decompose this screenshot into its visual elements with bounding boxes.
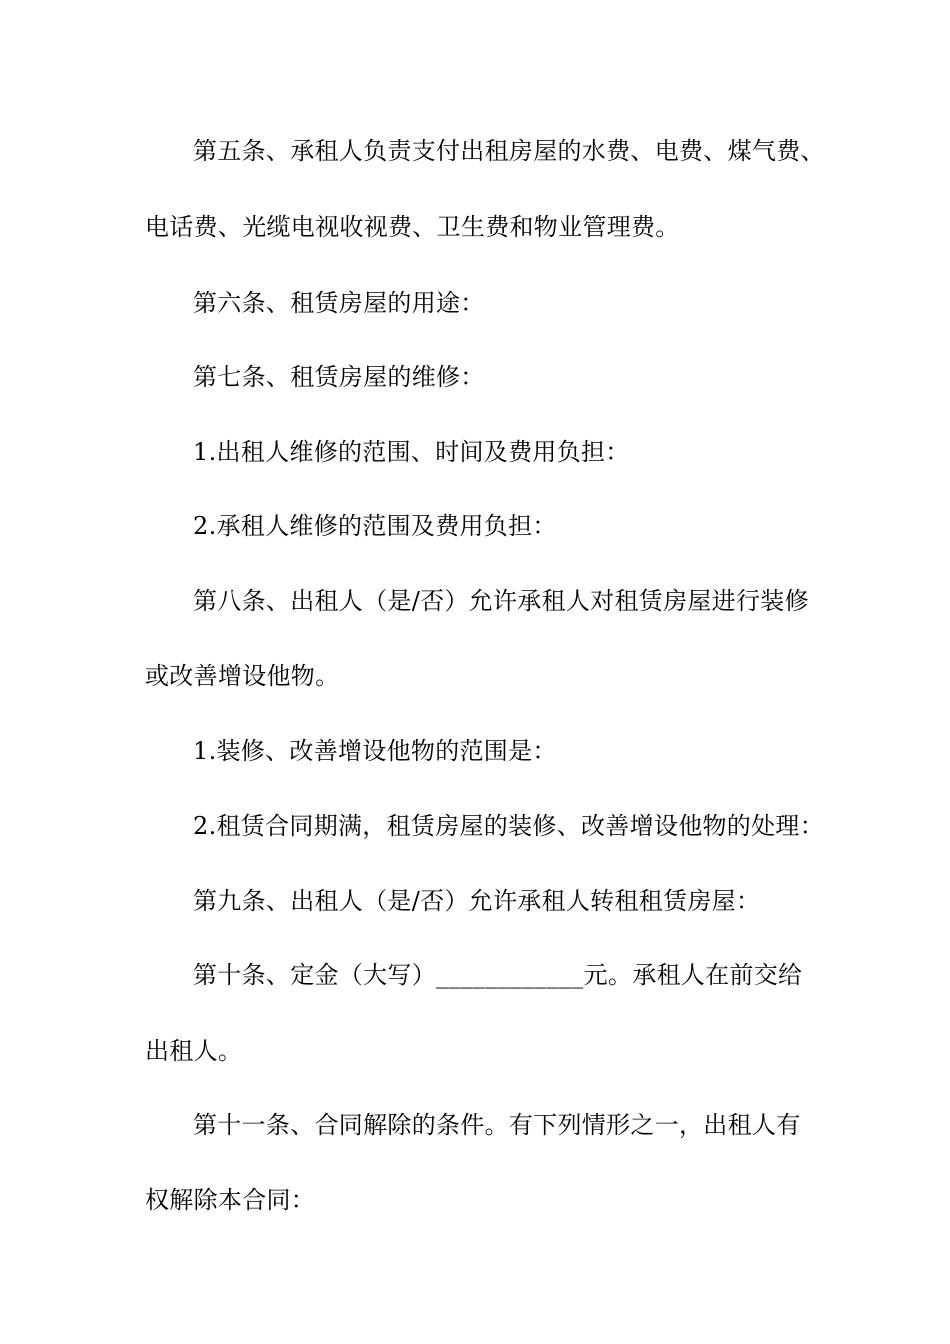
clause-7: 第七条、租赁房屋的维修： <box>193 363 485 391</box>
clause-7-item-1: 1.出租人维修的范围、时间及费用负担： <box>193 438 630 466</box>
clause-11-line-1: 第十一条、合同解除的条件。有下列情形之一，出租人有 <box>193 1111 801 1139</box>
clause-6: 第六条、租赁房屋的用途： <box>193 289 485 317</box>
clause-8-item-2: 2.租赁合同期满，租赁房屋的装修、改善增设他物的处理： <box>193 812 824 840</box>
clause-7-item-2: 2.承租人维修的范围及费用负担： <box>193 512 557 540</box>
clause-8-line-2: 或改善增设他物。 <box>145 662 340 690</box>
clause-8-item-1: 1.装修、改善增设他物的范围是： <box>193 737 557 765</box>
clause-11-line-2: 权解除本合同： <box>145 1186 316 1214</box>
clause-10-line-1: 第十条、定金（大写）____________元。承租人在前交给 <box>193 961 803 989</box>
clause-8-line-1: 第八条、出租人（是/否）允许承租人对租赁房屋进行装修 <box>193 587 809 615</box>
clause-5-line-2: 电话费、光缆电视收视费、卫生费和物业管理费。 <box>145 213 680 241</box>
clause-5-line-1: 第五条、承租人负责支付出租房屋的水费、电费、煤气费、 <box>193 137 825 165</box>
clause-10-line-2: 出租人。 <box>145 1037 243 1065</box>
clause-9: 第九条、出租人（是/否）允许承租人转租租赁房屋： <box>193 887 761 915</box>
